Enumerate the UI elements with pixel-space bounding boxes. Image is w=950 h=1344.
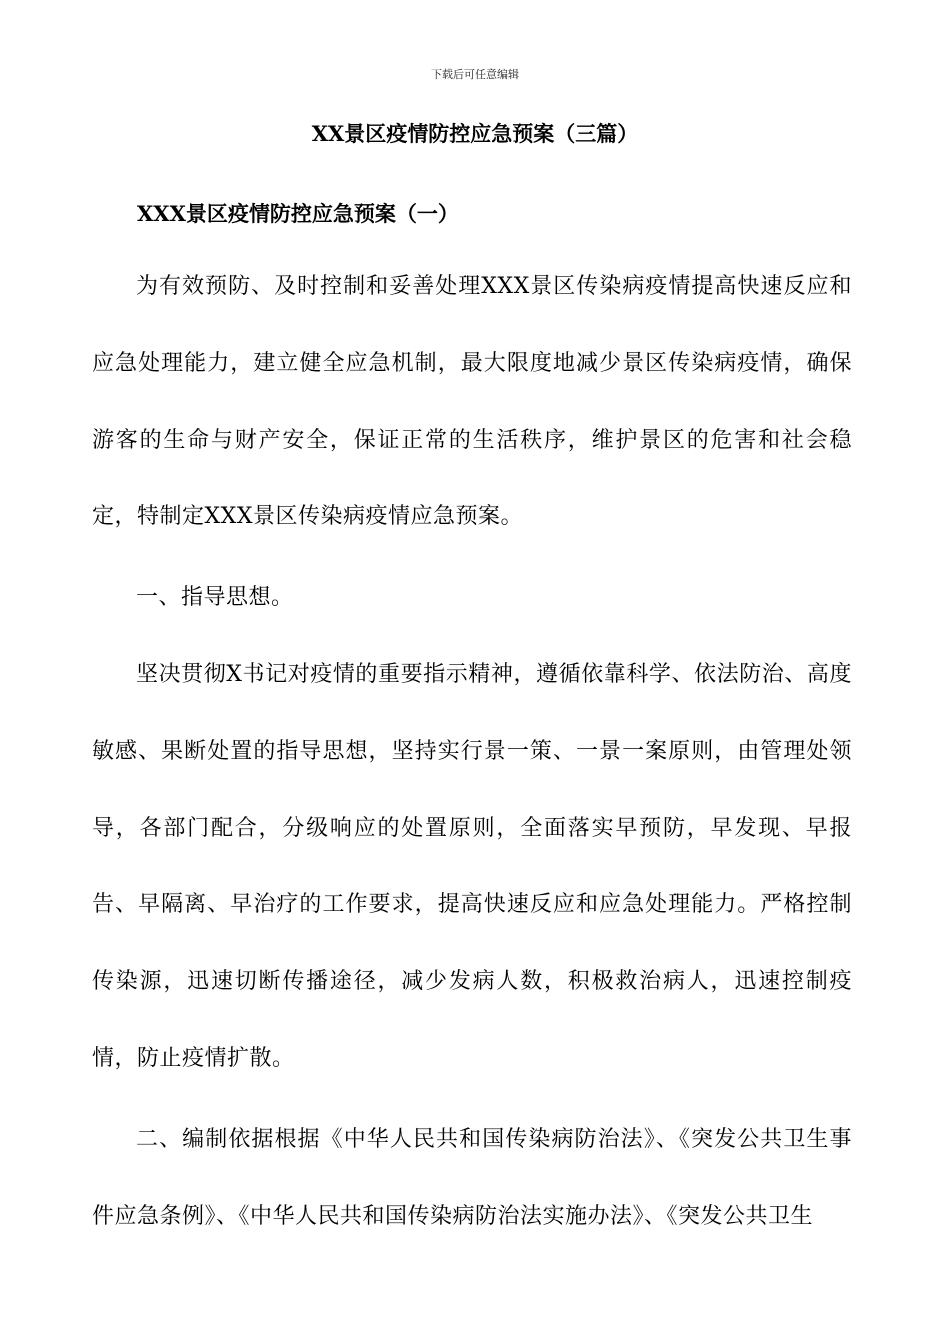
paragraph-heading-guiding-ideology: 一、指导思想。 xyxy=(136,585,294,611)
document-title: XX景区疫情防控应急预案（三篇） xyxy=(311,121,639,146)
paragraph-guiding-ideology: 坚决贯彻X书记对疫情的重要指示精神，遵循依靠科学、依法防治、高度敏感、果断处置的指导思想，坚持实行景一策、一景一案原则，由管理处领导，各部门配合，分级响应的处置原则，全面落实早预防，早发现、早报告、早隔离、早治疗的工作要求，提高快速反应和应急处理能力。严格控制传染源，迅速切断传播途径，减少发病人数，积极救治病人，迅速控制疫情，防止疫情扩散。 xyxy=(92,661,852,1071)
section-title: XXX景区疫情防控应急预案（一） xyxy=(137,201,459,226)
document-body xyxy=(92,249,852,1259)
header-note: 下载后可任意编辑 xyxy=(431,68,519,81)
paragraph-intro: 为有效预防、及时控制和妥善处理XXX景区传染病疫情提高快速反应和应急处理能力，建立健全应急机制，最大限度地减少景区传染病疫情，确保游客的生命与财产安全，保证正常的生活秩序，维护景区的危害和社会稳定，特制定XXX景区传染病疫情应急预案。 xyxy=(92,274,852,530)
paragraph-compilation-basis: 二、编制依据根据《中华人民共和国传染病防治法》、《突发公共卫生事件应急条例》、《中华人民共和国传染病防治法实施办法》、《突发公共卫生 xyxy=(92,1126,852,1229)
